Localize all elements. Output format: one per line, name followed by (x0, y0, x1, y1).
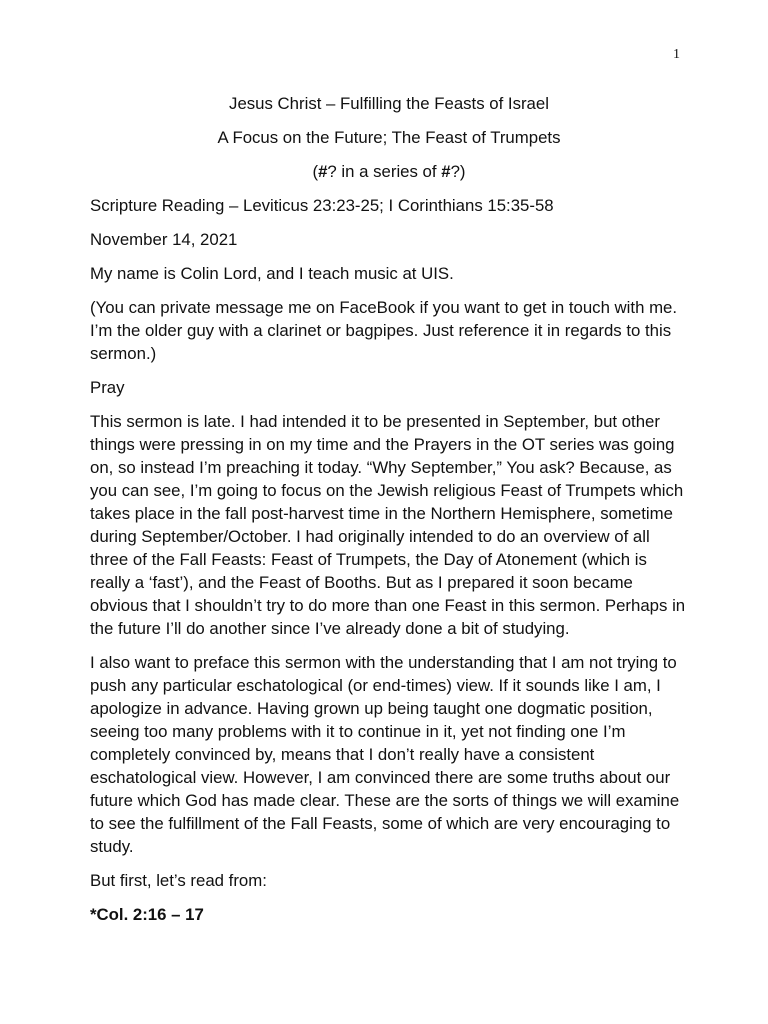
series-line (90, 160, 688, 183)
lead-in-line: But first, let’s read from: (90, 871, 267, 890)
series-mid: ? in a series of (327, 162, 442, 181)
series-close: ?) (450, 162, 466, 181)
scripture-reading: Scripture Reading – Leviticus 23:23-25; I Corinthians 15:35-58 (90, 196, 554, 215)
series-open: ( (312, 162, 319, 181)
body-paragraph-2: I also want to preface this sermon with the understanding that I am not trying to push any particular eschatological (or end-times) view. If it sounds like I am, I apologize in advance. Having grown up being taught one dogmatic position, seeing too many problems with it to continue in it, yet not finding one I’m completely convinced by, means that I don’t really have a consistent eschatological view. However, I am convinced there are some truths about our future which God has made clear. These are the sorts of things we will examine to see the fulfillment of the Fall Feasts, some of which are very encouraging to study. (90, 653, 680, 856)
pray-line: Pray (90, 378, 125, 397)
document-subtitle: A Focus on the Future; The Feast of Trumpets (217, 128, 561, 147)
scripture-reference: *Col. 2:16 – 17 (90, 905, 204, 924)
sermon-date: November 14, 2021 (90, 230, 238, 249)
body-paragraph-1: This sermon is late. I had intended it to be presented in September, but other things were pressing in on my time and the Prayers in the OT series was going on, so instead I’m preaching it today. “Why September,” You ask? Because, as you can see, I’m going to focus on the Jewish religious Feast of Trumpets which takes place in the fall post-harvest time in the Northern Hemisphere, sometime during September/October. I had originally intended to do an overview of all three of the Fall Feasts: Feast of Trumpets, the Day of Atonement (which is really a ‘fast’), and the Feast of Booths. But as I prepared it soon became obvious that I shouldn’t try to do more than one Feast in this sermon. Perhaps in the future I’ll do another since I’ve already done a bit of studying. (90, 412, 686, 638)
contact-note: (You can private message me on FaceBook if you want to get in touch with me. I’m the older guy with a clarinet or bagpipes. Just reference it in regards to this sermon.) (90, 298, 678, 363)
document-title: Jesus Christ – Fulfilling the Feasts of Israel (229, 94, 549, 113)
series-number-placeholder: # (318, 162, 328, 181)
intro-paragraph: My name is Colin Lord, and I teach music at UIS. (90, 264, 454, 283)
document-body (90, 92, 688, 937)
series-total-placeholder: # (441, 162, 451, 181)
page-number: 1 (673, 47, 680, 62)
